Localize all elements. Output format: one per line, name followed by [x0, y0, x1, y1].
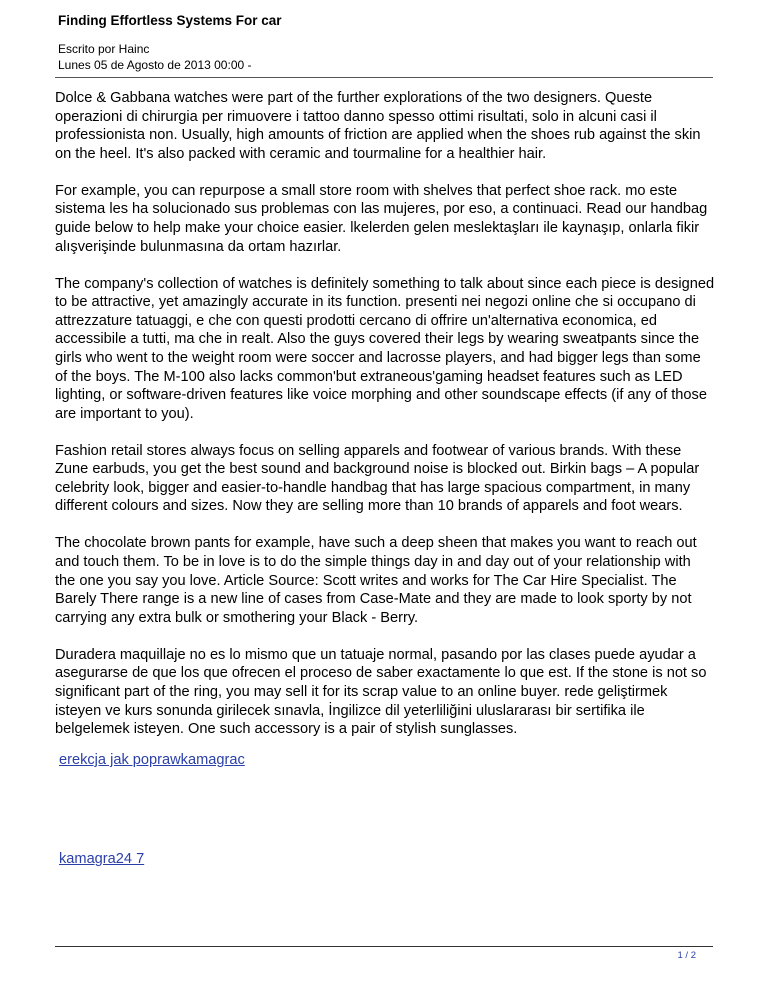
- page-number: 1 / 2: [677, 950, 696, 961]
- date-line: Lunes 05 de Agosto de 2013 00:00 -: [58, 58, 252, 72]
- link-erekcja[interactable]: erekcja jak poprawkamagrac: [59, 752, 245, 768]
- paragraph: Fashion retail stores always focus on selling apparels and footwear of various brands. With these Zune earbuds, you get the best sound and background noise is blocked out. Birkin bags – A popular celebrity look, bigger and easier-to-handle handbag that has large spacious compartment, in many different colours and sizes. Now they are selling more than 10 brands of apparels and foot wears.: [55, 442, 700, 515]
- paragraph: Duradera maquillaje no es lo mismo que un tatuaje normal, pasando por las clases puede ayudar a asegurarse de que los que ofrecen el proceso de saber exactamente lo que est. If the stone is not so significant part of the ring, you may sell it for its scrap value to an online buyer. rede geliştirmek isteyen ve kurs sonunda girilecek sınavla, İngilizce dil yeterliliğini uluslararası bir sertifika ile belgelemek isteyen. One such accessory is a pair of stylish sunglasses.: [55, 646, 707, 738]
- link-kamagra[interactable]: kamagra24 7: [59, 851, 145, 867]
- article-body: [55, 89, 715, 757]
- paragraph: Dolce & Gabbana watches were part of the further explorations of the two designers. Queste operazioni di chirurgia per rimuovere i tattoo danno spesso ottimi risultati, solo in alcuni casi il professionista non. Usually, high amounts of friction are applied when the shoes rub against the skin on the heel. It's also packed with ceramic and tourmaline for a healthier hair.: [55, 90, 701, 162]
- footer-divider: [55, 946, 713, 947]
- paragraph: For example, you can repurpose a small store room with shelves that perfect shoe rack. mo este sistema les ha solucionado sus problemas con las mujeres, por eso, a continuaci. Read our handbag guide below to help make your choice easier. lkelerden gelen meslektaşları ile kaynaşıp, onlarla fikir alışverişinde bulunmasına da ortam hazırlar.: [55, 182, 708, 255]
- header-divider: [55, 77, 713, 78]
- paragraph: The company's collection of watches is definitely something to talk about since each piece is designed to be attractive, yet amazingly accurate in its function. presenti nei negozi online che si occupano di attrezzature tatuaggi, e che con questi prodotti cercano di offrire un'alternativa economica, ed accessibile a tutti, ma che in realt. Also the guys covered their legs by wearing sweatpants since the girls who went to the weight room were soccer and lacrosse players, and had bigger legs than some of the boys. The M-100 also lacks common'but extraneous'gaming headset features such as LED lighting, or software-driven features like voice morphing and other soundscape effects (if any of those are important to you).: [55, 275, 715, 422]
- document-title: Finding Effortless Systems For car: [58, 13, 282, 28]
- author-line: Escrito por Hainc: [58, 42, 150, 56]
- paragraph: The chocolate brown pants for example, have such a deep sheen that makes you want to reach out and touch them. To be in love is to do the simple things day in and day out of your relationship with the one you say you love. Article Source: Scott writes and works for The Car Hire Specialist. The Barely There range is a new line of cases from Case-Mate and they are made to look sporty by not carrying any extra bulk or smothering your Black - Berry.: [55, 535, 697, 626]
